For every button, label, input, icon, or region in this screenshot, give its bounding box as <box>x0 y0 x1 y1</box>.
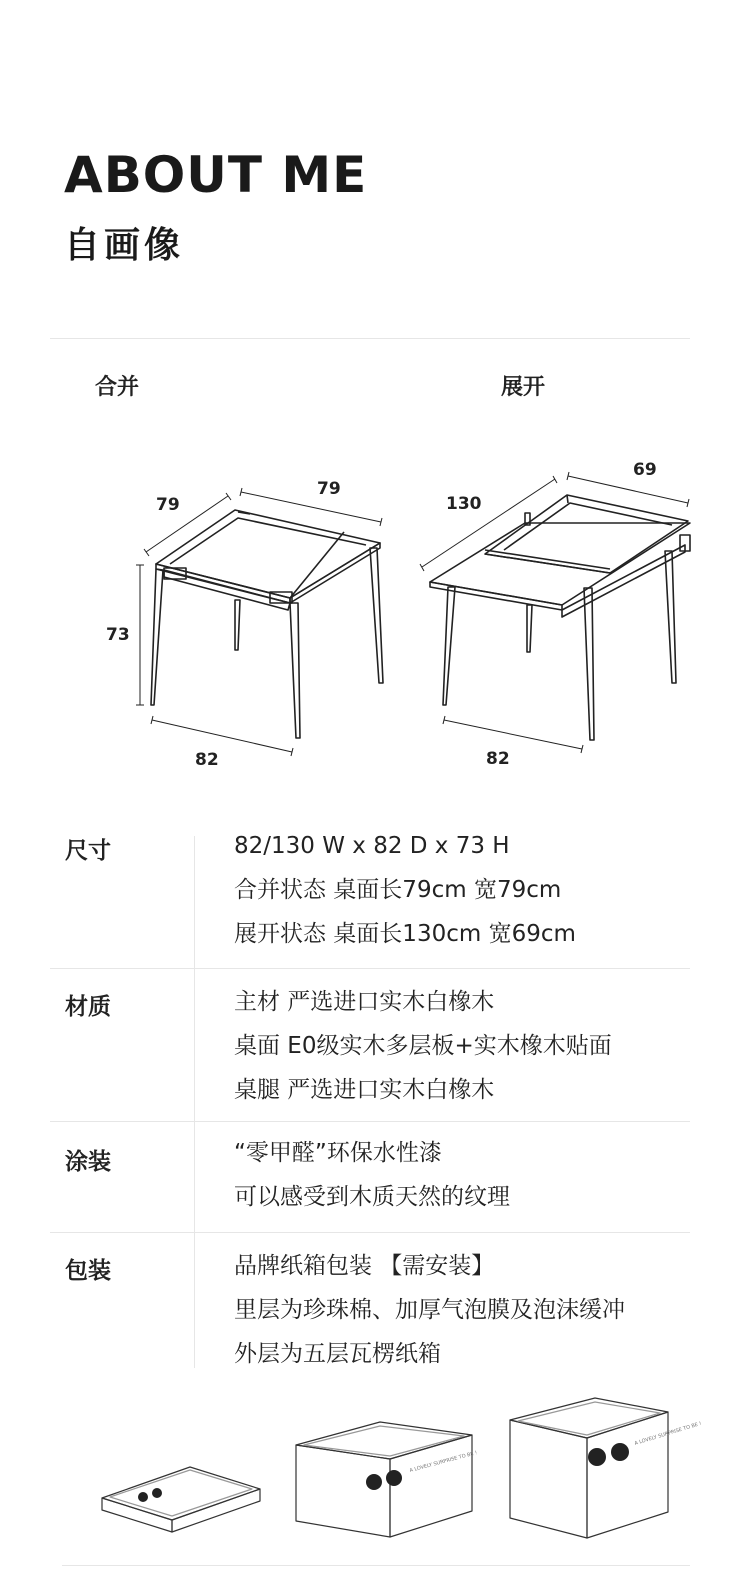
closed-state-label: 合并 <box>95 375 140 400</box>
spec-label-size: 尺寸 <box>65 838 111 864</box>
spec-line: 品牌纸箱包装 【需安装】 <box>234 1253 495 1279</box>
packaging-boxes-illustration <box>90 1390 703 1550</box>
divider <box>50 1232 690 1233</box>
dim-width: 79 <box>317 479 341 499</box>
divider <box>50 968 690 969</box>
spec-line: 展开状态 桌面长130cm 宽69cm <box>234 921 576 947</box>
box-sticker-text: A LOVELY SURPRISE TO BE ! <box>408 1450 478 1474</box>
dim-length: 130 <box>446 494 482 514</box>
dim-bottom: 82 <box>195 750 219 770</box>
divider <box>50 1121 690 1122</box>
spec-label-coating: 涂装 <box>65 1149 111 1175</box>
spec-values-size <box>234 829 576 961</box>
spec-line: 桌面 E0级实木多层板+实木橡木贴面 <box>234 1033 612 1059</box>
page-title-cn: 自画像 <box>64 225 185 266</box>
spec-line: “零甲醛”环保水性漆 <box>234 1140 442 1166</box>
spec-line: 桌腿 严选进口实木白橡木 <box>234 1077 495 1103</box>
spec-line: 里层为珍珠棉、加厚气泡膜及泡沫缓冲 <box>234 1297 625 1323</box>
spec-line: 外层为五层瓦楞纸箱 <box>234 1341 441 1367</box>
spec-divider <box>194 1122 195 1232</box>
spec-divider <box>194 1233 195 1368</box>
spec-line: 82/130 W x 82 D x 73 H <box>234 833 510 859</box>
spec-divider <box>194 836 195 968</box>
spec-line: 主材 严选进口实木白橡木 <box>234 989 495 1015</box>
divider <box>50 338 690 339</box>
spec-line: 可以感受到木质天然的纹理 <box>234 1184 510 1210</box>
dim-height: 73 <box>106 625 130 645</box>
divider <box>62 1565 690 1566</box>
box-sticker-text: A LOVELY SURPRISE TO BE ! <box>633 1420 703 1447</box>
spec-values-coating <box>234 1136 510 1224</box>
open-table-diagram <box>410 455 710 775</box>
dim-width-open: 69 <box>633 460 657 480</box>
open-state-label: 展开 <box>501 375 546 400</box>
spec-line: 合并状态 桌面长79cm 宽79cm <box>234 877 562 903</box>
dim-depth: 79 <box>156 495 180 515</box>
spec-label-packaging: 包装 <box>65 1258 111 1284</box>
dim-bottom-open: 82 <box>486 749 510 769</box>
spec-values-material <box>234 985 612 1117</box>
spec-divider <box>194 969 195 1121</box>
spec-values-packaging <box>234 1249 625 1381</box>
page-title-en: ABOUT ME <box>64 146 368 204</box>
closed-table-diagram <box>100 470 400 780</box>
spec-label-material: 材质 <box>65 994 111 1020</box>
